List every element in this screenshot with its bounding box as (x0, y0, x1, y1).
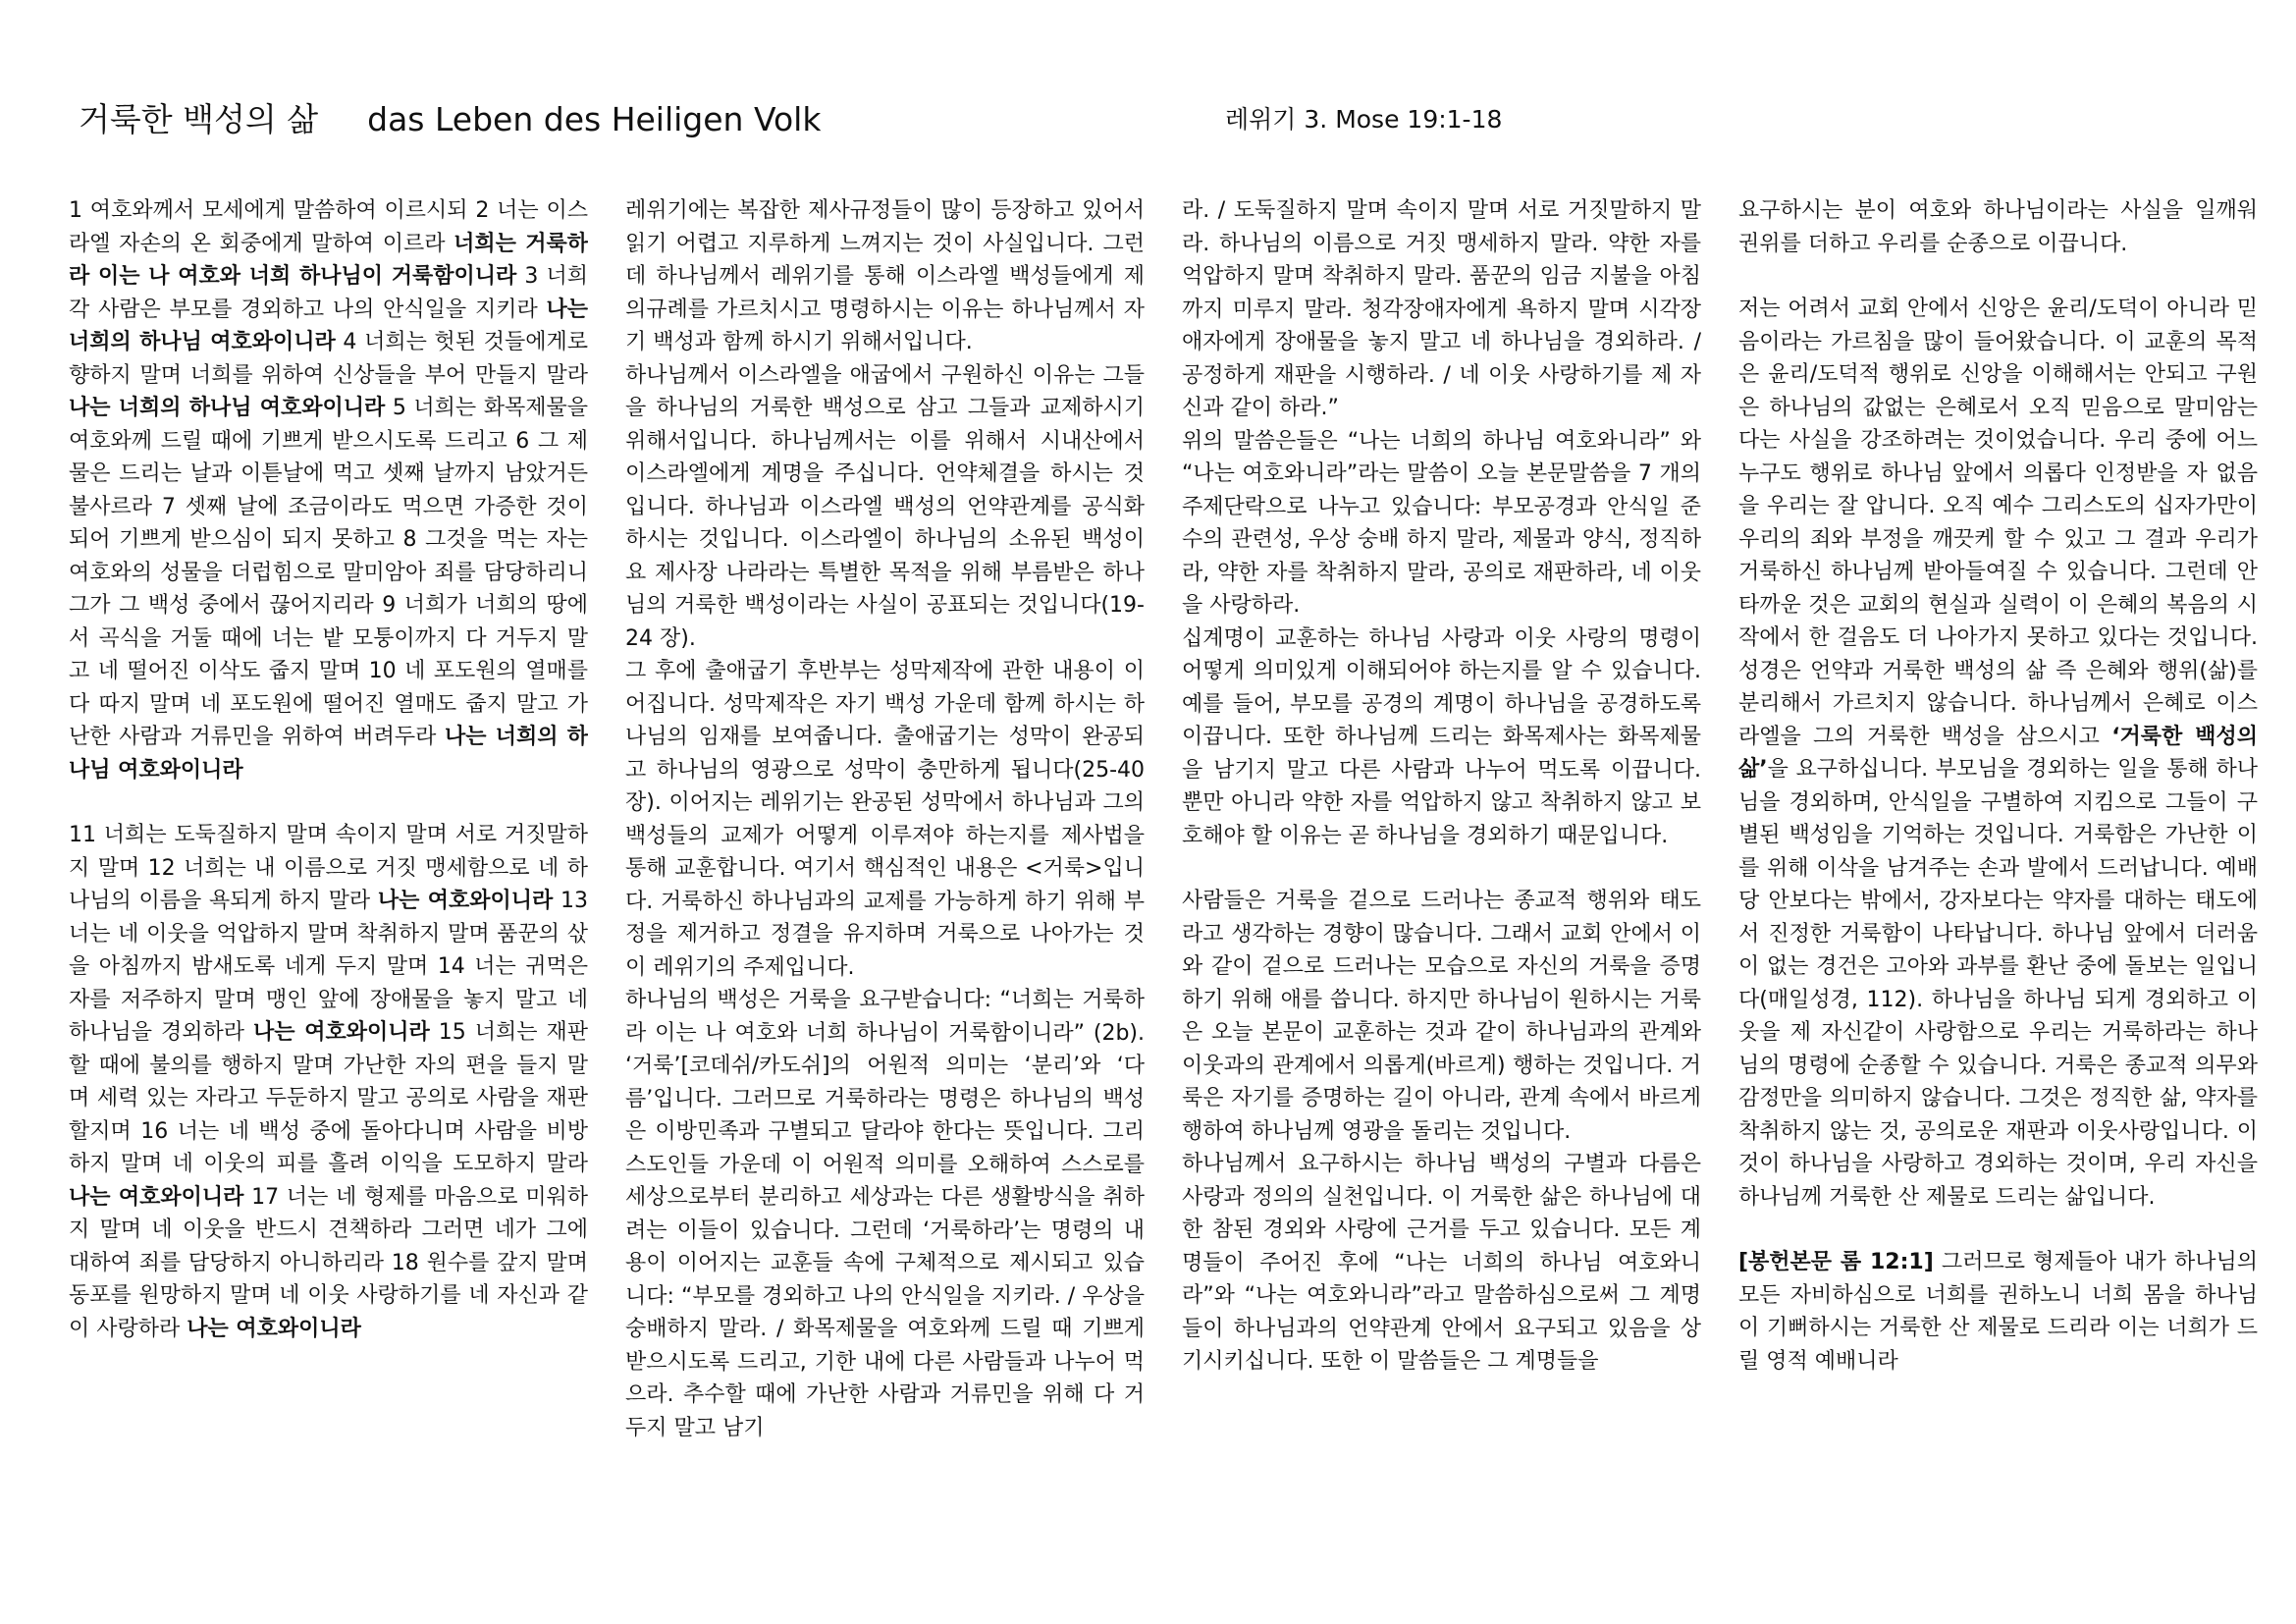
column-commentary-1 (625, 194, 1145, 1569)
scripture-reference: 레위기 3. Mose 19:1-18 (1225, 105, 1503, 134)
text-columns (69, 194, 2258, 1569)
text-run: 15 너희는 재판할 때에 불의를 행하지 말며 가난한 자의 편을 들지 말며 세력 있는 자라고 두둔하지 말고 공의로 사람을 재판할지며 16 너는 네 백성 중에 돌아다니며 사람을 비방하지 말며 네 이웃의 피를 흘려 이익을 도모하지 말라 (69, 1020, 588, 1176)
text-run: 위의 말씀은들은 “나는 너희의 하나님 여호와니라” 와 “나는 여호와니라”라는 말씀이 오늘 본문말씀을 7 개의 주제단락으로 나누고 있습니다: 부모공경과 안식일 준수의 관련성, 우상 숭배 하지 말라, 제물과 양식, 정직하라, 약한 자를 착취하지 말라, 공의로 재판하라, 네 이웃을 사랑하라. (1182, 428, 1701, 618)
paragraph (1182, 1148, 1701, 1379)
text-run: 그 후에 출애굽기 후반부는 성막제작에 관한 내용이 이어집니다. 성막제작은 자기 백성 가운데 함께 하시는 하나님의 임재를 보여줍니다. 출애굽기는 성막이 완공되고 하나님의 영광으로 성막이 충만하게 됩니다(25-40 장). 이어지는 레위기는 완공된 성막에서 하나님과 그의 백성들의 교제가 어떻게 이루져야 하는지를 제사법을 통해 교훈합니다. 여기서 핵심적인 내용은 <거룩>입니다. 거룩하신 하나님과의 교제를 가능하게 하기 위해 부정을 제거하고 정결을 유지하며 거룩으로 나아가는 것이 레위기의 주제입니다. (625, 659, 1145, 980)
bold-text-run: 나는 너희의 하나님 여호와이니라 (69, 396, 386, 420)
text-run: 요구하시는 분이 여호와 하나님이라는 사실을 일깨워 권위를 더하고 우리를 순종으로 이끕니다. (1738, 198, 2258, 256)
bold-text-run: 너희는 거룩하라 이는 나 여호와 너희 하나님이 거룩함이니라 (69, 231, 588, 289)
text-run: 을 요구하십니다. 부모님을 경외하는 일을 통해 하나님을 경외하며, 안식일을 구별하여 지킴으로 그들이 구별된 백성임을 기억하는 것입니다. 거룩함은 가난한 이를 위해 이삭을 남겨주는 손과 발에서 드러납니다. 예배당 안보다는 밖에서, 강자보다는 약자를 대하는 태도에서 진정한 거룩함이 나타납니다. 하나님 앞에서 더러움이 없는 경건은 고아와 과부를 환난 중에 돌보는 일입니다(매일성경, 112). 하나님을 하나님 되게 경외하고 이웃을 제 자신같이 사랑함으로 우리는 거룩하라는 하나님의 명령에 순종할 수 있습니다. 거룩은 종교적 의무와 감정만을 의미하지 않습니다. 그것은 정직한 삶, 약자를 착취하지 않는 것, 공의로운 재판과 이웃사랑입니다. 이것이 하나님을 사랑하고 경외하는 것이며, 우리 자신을 하나님께 거룩한 산 제물로 드리는 삶입니다. (1738, 757, 2258, 1210)
title-korean: 거룩한 백성의 삶 (79, 100, 319, 138)
column-scripture (69, 194, 588, 1569)
paragraph (1738, 293, 2258, 1214)
text-run: 십계명이 교훈하는 하나님 사랑과 이웃 사랑의 명령이 어떻게 의미있게 이해되어야 하는지를 알 수 있습니다. 예를 들어, 부모를 공경의 계명이 하나님을 공경하도록 이끕니다. 또한 하나님께 드리는 화목제사는 화목제물을 남기지 말고 다른 사람과 나누어 먹도록 이끕니다. 뿐만 아니라 약한 자를 억압하지 않고 착취하지 않고 보호해야 할 이유는 곧 하나님을 경외하기 때문입니다. (1182, 625, 1701, 848)
bold-text-run: 나는 너희의 하나님 여호와이니라 (69, 725, 588, 783)
text-run: 하나님의 백성은 거룩을 요구받습니다: “너희는 거룩하라 이는 나 여호와 너희 하나님이 거룩함이니라” (2b). ‘거룩’[코데쉬/카도쉬]의 어원적 의미는 ‘분리’와 ‘다름’입니다. 그러므로 거룩하라는 명령은 하나님의 백성은 이방민족과 구별되고 달라야 한다는 뜻입니다. 그리스도인들 가운데 이 어원적 의미를 오해하여 스스로를 세상으로부터 분리하고 세상과는 다른 생활방식을 취하려는 이들이 있습니다. 그런데 ‘거룩하라’는 명령의 내용이 이어지는 교훈들 속에 구체적으로 제시되고 있습니다: “부모를 경외하고 나의 안식일을 지키라. / 우상을 숭배하지 말라. / 화목제물을 여호와께 드릴 때 기쁘게 받으시도록 드리고, 기한 내에 다른 사람들과 나누어 먹으라. 추수할 때에 가난한 사람과 거류민을 위해 다 거두지 말고 남기 (625, 988, 1145, 1440)
text-run: 4 너희는 헛된 것들에게로 향하지 말며 너희를 위하여 신상들을 부어 만들지 말라 (69, 330, 588, 388)
bold-text-run: 나는 여호와이니라 (69, 1184, 244, 1210)
text-run: 사람들은 거룩을 겉으로 드러나는 종교적 행위와 태도라고 생각하는 경향이 많습니다. 그래서 교회 안에서 이와 같이 겉으로 드러나는 모습으로 자신의 거룩을 증명하기 위해 애를 씁니다. 하지만 하나님이 원하시는 거룩은 오늘 본문이 교훈하는 것과 같이 하나님과의 관계와 이웃과의 관계에서 의롭게(바르게) 행하는 것입니다. 거룩은 자기를 증명하는 길이 아니라, 관계 속에서 바르게 행하여 하나님께 영광을 돌리는 것입니다. (1182, 889, 1701, 1144)
bold-text-run: 나는 여호와이니라 (253, 1020, 430, 1045)
paragraph (1738, 194, 2258, 260)
paragraph (625, 655, 1145, 984)
paragraph (1182, 885, 1701, 1148)
paragraph (1182, 194, 1701, 425)
text-run: 1 여호와께서 모세에게 말씀하여 이르시되 2 너는 이스라엘 자손의 온 회중에게 말하여 이르라 (69, 198, 588, 256)
bold-text-run: 나는 너희의 하나님 여호와이니라 (69, 297, 588, 354)
text-run: 17 너는 네 형제를 마음으로 미워하지 말며 네 이웃을 반드시 견책하라 그러면 네가 그에 대하여 죄를 담당하지 아니하리라 18 원수를 갚지 말며 동포를 원망하지 말며 네 이웃 사랑하기를 네 자신과 같이 사랑하라 (69, 1184, 588, 1341)
text-run: 3 너희 각 사람은 부모를 경외하고 나의 안식일을 지키라 (69, 264, 588, 322)
bold-text-run: 나는 여호와이니라 (187, 1316, 361, 1341)
text-run: 하나님께서 이스라엘을 애굽에서 구원하신 이유는 그들을 하나님의 거룩한 백성으로 삼고 그들과 교제하시기 위해서입니다. 하나님께서는 이를 위해서 시내산에서 이스라엘에게 계명을 주십니다. 언약체결을 하시는 것입니다. 하나님과 이스라엘 백성의 언약관계를 공식화 하시는 것입니다. 이스라엘이 하나님의 소유된 백성이요 제사장 나라라는 특별한 목적을 위해 부름받은 하나님의 거룩한 백성이라는 사실이 공표되는 것입니다(19-24 장). (625, 362, 1145, 651)
paragraph (1738, 1246, 2258, 1378)
paragraph (69, 819, 588, 1345)
paragraph (1182, 623, 1701, 853)
page-header (79, 96, 2217, 145)
text-run: 11 너희는 도둑질하지 말며 속이지 말며 서로 거짓말하지 말며 12 너희는 내 이름으로 거짓 맹세함으로 네 하나님의 이름을 욕되게 하지 말라 (69, 823, 588, 913)
bold-text-run: ‘거룩한 백성의 삶’ (1738, 724, 2258, 782)
paragraph (625, 359, 1145, 656)
column-commentary-3 (1738, 194, 2258, 1569)
text-run: 그러므로 형제들아 내가 하나님의 모든 자비하심으로 너희를 권하노니 너희 몸을 하나님이 기뻐하시는 거룩한 산 제물로 드리라 이는 너희가 드릴 영적 예배니라 (1738, 1250, 2258, 1374)
page-title (79, 96, 821, 143)
paragraph (69, 194, 588, 786)
bold-text-run: [봉헌본문 롬 12:1] (1738, 1250, 1934, 1274)
text-run: 레위기에는 복잡한 제사규정들이 많이 등장하고 있어서 읽기 어렵고 지루하게 느껴지는 것이 사실입니다. 그런데 하나님께서 레위기를 통해 이스라엘 백성들에게 제의규례를 가르치시고 명령하시는 이유는 하나님께서 자기 백성과 함께 하시기 위해서입니다. (625, 198, 1145, 354)
paragraph (625, 984, 1145, 1444)
text-run: 하나님께서 요구하시는 하나님 백성의 구별과 다름은 사랑과 정의의 실천입니다. 이 거룩한 삶은 하나님에 대한 참된 경외와 사랑에 근거를 두고 있습니다. 모든 계명들이 주어진 후에 “나는 너희의 하나님 여호와니라”와 “나는 여호와니라”라고 말씀하심으로써 그 계명들이 하나님과의 언약관계 안에서 요구되고 있음을 상기시키십니다. 또한 이 말씀들은 그 계명들을 (1182, 1152, 1701, 1374)
title-german: das Leben des Heiligen Volk (367, 100, 822, 138)
text-run: 라. / 도둑질하지 말며 속이지 말며 서로 거짓말하지 말라. 하나님의 이름으로 거짓 맹세하지 말라. 약한 자를 억압하지 말며 착취하지 말라. 품꾼의 임금 지불을 아침까지 미루지 말라. 청각장애자에게 욕하지 말며 시각장애자에게 장애물을 놓지 말고 네 하나님을 경외하라. / 공정하게 재판을 시행하라. / 네 이웃 사랑하기를 제 자신과 같이 하라.” (1182, 198, 1701, 420)
text-run: 5 너희는 화목제물을 여호와께 드릴 때에 기쁘게 받으시도록 드리고 6 그 제물은 드리는 날과 이튿날에 먹고 셋째 날까지 남았거든 불사르라 7 셋째 날에 조금이라도 먹으면 가증한 것이 되어 기쁘게 받으심이 되지 못하고 8 그것을 먹는 자는 여호와의 성물을 더럽힘으로 말미암아 죄를 담당하리니 그가 그 백성 중에서 끊어지리라 9 너희가 너희의 땅에서 곡식을 거둘 때에 너는 밭 모퉁이까지 다 거두지 말고 네 떨어진 이삭도 줍지 말며 10 네 포도원의 열매를 다 따지 말며 네 포도원에 떨어진 열매도 줍지 말고 가난한 사람과 거류민을 위하여 버려두라 (69, 396, 588, 749)
paragraph (1182, 425, 1701, 623)
bold-text-run: 나는 여호와이니라 (377, 889, 554, 913)
paragraph (625, 194, 1145, 359)
text-run: 저는 어려서 교회 안에서 신앙은 윤리/도덕이 아니라 믿음이라는 가르침을 많이 들어왔습니다. 이 교훈의 목적은 윤리/도덕적 행위로 신앙을 이해해서는 안되고 구원은 하나님의 값없는 은혜로서 오직 믿음으로 말미암는다는 사실을 강조하려는 것이었습니다. 우리 중에 어느 누구도 행위로 하나님 앞에서 의롭다 인정받을 자 없음을 우리는 잘 압니다. 오직 예수 그리스도의 십자가만이 우리의 죄와 부정을 깨끗케 할 수 있고 그 결과 우리가 거룩하신 하나님께 받아들여질 수 있습니다. 그런데 안타까운 것은 교회의 현실과 실력이 이 은혜의 복음의 시작에서 한 걸음도 더 나아가지 못하고 있다는 것입니다. 성경은 언약과 거룩한 백성의 삶 즉 은혜와 행위(삶)를 분리해서 가르치지 않습니다. 하나님께서 은혜로 이스라엘을 그의 거룩한 백성을 삼으시고 (1738, 297, 2258, 749)
column-commentary-2 (1182, 194, 1701, 1569)
text-run: 13 너는 네 이웃을 억압하지 말며 착취하지 말며 품꾼의 삯을 아침까지 밤새도록 네게 두지 말며 14 너는 귀먹은 자를 저주하지 말며 맹인 앞에 장애물을 놓지 말고 네 하나님을 경외하라 (69, 889, 588, 1045)
